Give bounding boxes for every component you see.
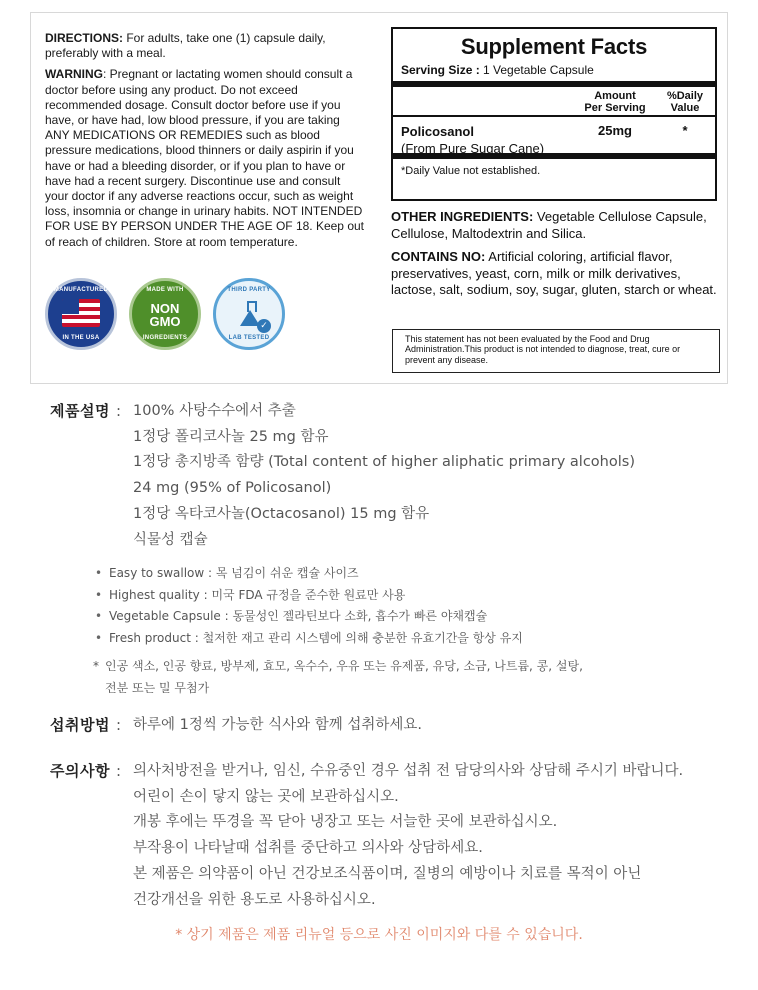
directions-text: For adults, take one (1) capsule daily, preferably with a meal. <box>45 31 326 61</box>
label-colon: : <box>115 402 122 420</box>
lab-badge-bottom-text: LAB TESTED <box>228 335 270 341</box>
fda-disclaimer: This statement has not been evaluated by the Food and Drug Administration.This product is not intended to diagnose, treat, cure or prevent any disease. <box>392 329 720 373</box>
dv-header-line2: Value <box>670 102 700 114</box>
non-gmo-badge <box>129 278 201 350</box>
note-text: 인공 색소, 인공 향료, 방부제, 효모, 옥수수, 우유 또는 유제품, 유당, 소금, 나트륨, 콩, 설탕, <box>105 659 583 673</box>
warning-paragraph <box>45 67 365 249</box>
label-colon: : <box>115 762 122 780</box>
caution-title: 주의사항 <box>50 762 110 780</box>
intake-text: 하루에 1정씩 가능한 식사와 함께 섭취하세요. <box>133 717 423 733</box>
feature-bullet: • Fresh product : 철저한 재고 관리 시스템에 의해 충분한 유효기간을 항상 유지 <box>93 628 693 650</box>
description-line: 식물성 캡슐 <box>133 531 208 548</box>
usa-flag-icon <box>62 299 100 327</box>
ingredient-dv: * <box>682 123 688 138</box>
label-colon: : <box>115 716 122 734</box>
note-line: 전분 또는 밀 무첨가 <box>105 681 210 695</box>
lab-badge-top-text: THIRD PARTY <box>227 287 271 293</box>
amount-header-line1: Amount <box>594 90 636 102</box>
supplement-facts-table <box>391 27 717 201</box>
ingredient-name: Policosanol <box>401 124 474 139</box>
certification-badges <box>45 278 365 358</box>
other-ingredients-title: OTHER INGREDIENTS: <box>391 209 534 224</box>
serving-value: 1 Vegetable Capsule <box>479 63 594 77</box>
amount-column-header <box>575 90 655 114</box>
gmo-text: GMO <box>149 314 181 329</box>
facts-title: Supplement Facts <box>460 34 648 59</box>
feature-bullet: • Highest quality : 미국 FDA 규정을 준수한 원료만 사용 <box>93 585 693 607</box>
feature-bullet: • Vegetable Capsule : 동물성인 젤라틴보다 소화, 흡수가 빠른 야채캡슐 <box>93 606 693 628</box>
caution-line: 개봉 후에는 뚜경을 꼭 닫아 냉장고 또는 서늘한 곳에 보관하십시오. <box>133 814 558 831</box>
dv-column-header <box>657 90 713 114</box>
product-description-label <box>50 399 122 425</box>
warning-title: WARNING <box>45 67 103 82</box>
caution-line: 본 제품은 의약품이 아닌 건강보조식품이며, 질병의 예방이나 치료를 목적이 아닌 <box>133 865 642 882</box>
free-from-note <box>93 655 693 699</box>
non-gmo-icon: NON <box>150 301 180 316</box>
description-line: 100% 사탕수수에서 추출 <box>133 403 296 419</box>
ingredients-info <box>391 209 727 306</box>
directions-title: DIRECTIONS: <box>45 31 123 45</box>
amount-header-line2: Per Serving <box>584 102 646 114</box>
gmo-badge-top-text: MADE WITH <box>146 287 184 293</box>
other-ingredients-text: Vegetable Cellulose Capsule, Cellulose, Maltodextrin and Silica. <box>391 209 707 241</box>
usa-badge-bottom-text: IN THE USA <box>62 335 100 341</box>
dv-header-line1: %Daily <box>666 90 704 102</box>
contains-no-title: CONTAINS NO: <box>391 249 486 265</box>
feature-bullets <box>93 563 693 649</box>
other-ingredients <box>391 209 727 242</box>
label-panel <box>30 12 728 384</box>
contains-no-text: Artificial coloring, artificial flavor, preservatives, yeast, corn, milk or milk derivatives, lactose, salt, sodium, soy, sugar, gluten, starch or wheat. <box>391 249 717 298</box>
contains-no <box>391 249 727 299</box>
facts-footnote: *Daily Value not established. <box>401 165 541 177</box>
feature-bullet: • Easy to swallow : 목 넘김이 쉬운 캡슐 사이즈 <box>93 563 693 585</box>
description-line: 1정당 폴리코사놀 25 mg 함유 <box>133 428 329 445</box>
description-line: 24 mg (95% of Policosanol) <box>133 480 332 497</box>
ingredient-amount: 25mg <box>598 123 632 138</box>
caution-lines <box>133 759 733 913</box>
product-description-lines <box>133 399 733 553</box>
caution-line: 어린이 손이 닿지 않는 곳에 보관하십시오. <box>133 788 399 805</box>
lab-tested-badge <box>213 278 285 350</box>
directions-warning-column <box>45 31 365 256</box>
check-icon: ✓ <box>257 319 271 333</box>
note-star: * <box>93 659 99 673</box>
made-in-usa-badge <box>45 278 117 350</box>
warning-text: : Pregnant or lactating women should consult a doctor before using any product. Do not exceed recommended dosage. Consult doctor before use if you have, or have had, low blood pressure, if you are taking ANY MEDICATIONS OR REMEDIES such as blood pressure medications, blood thinners or daily aspirin if you have or had a bleeding disorder, or if you plan to have or have had a recent surgery. Discontinue use and consult your doctor if any adverse reactions occur, such as weight loss, insomnia or change in urinary habits. NOT INTENDED FOR USE BY PERSON UNDER THE AGE OF 18. Keep out of reach of children. Store at room temperature. <box>45 67 364 249</box>
intake-title: 섭취방법 <box>50 716 110 734</box>
caution-line: 부작용이 나타날때 섭취를 중단하고 의사와 상담하세요. <box>133 840 483 857</box>
caution-label <box>50 759 122 785</box>
gmo-badge-bottom-text: INGREDIENTS <box>142 335 188 341</box>
product-description-title: 제품설명 <box>50 402 110 420</box>
serving-size <box>393 60 715 87</box>
description-line: 1정당 옥타코사놀(Octacosanol) 15 mg 함유 <box>133 505 430 522</box>
footer-notice: * 상기 제품은 제품 리뉴얼 등으로 사진 이미지와 다를 수 있습니다. <box>175 927 583 943</box>
facts-ingredient-row <box>393 117 715 159</box>
note-line <box>93 655 693 677</box>
description-line: 1정당 총지방족 함량 (Total content of higher aliphatic primary alcohols) <box>133 454 635 471</box>
intake-label <box>50 713 122 739</box>
directions-paragraph <box>45 31 365 61</box>
ingredient-source: (From Pure Sugar Cane) <box>401 141 545 156</box>
facts-header-row <box>393 87 715 117</box>
caution-line: 의사처방전을 받거나, 임신, 수유중인 경우 섭취 전 담당의사와 상담해 주시기 바랍니다. <box>133 763 684 779</box>
ingredient-cell <box>401 123 544 157</box>
caution-line: 건강개선을 위한 용도로 사용하십시오. <box>133 891 376 908</box>
serving-label: Serving Size : <box>401 63 480 77</box>
usa-badge-top-text: MANUFACTURED <box>53 287 109 293</box>
